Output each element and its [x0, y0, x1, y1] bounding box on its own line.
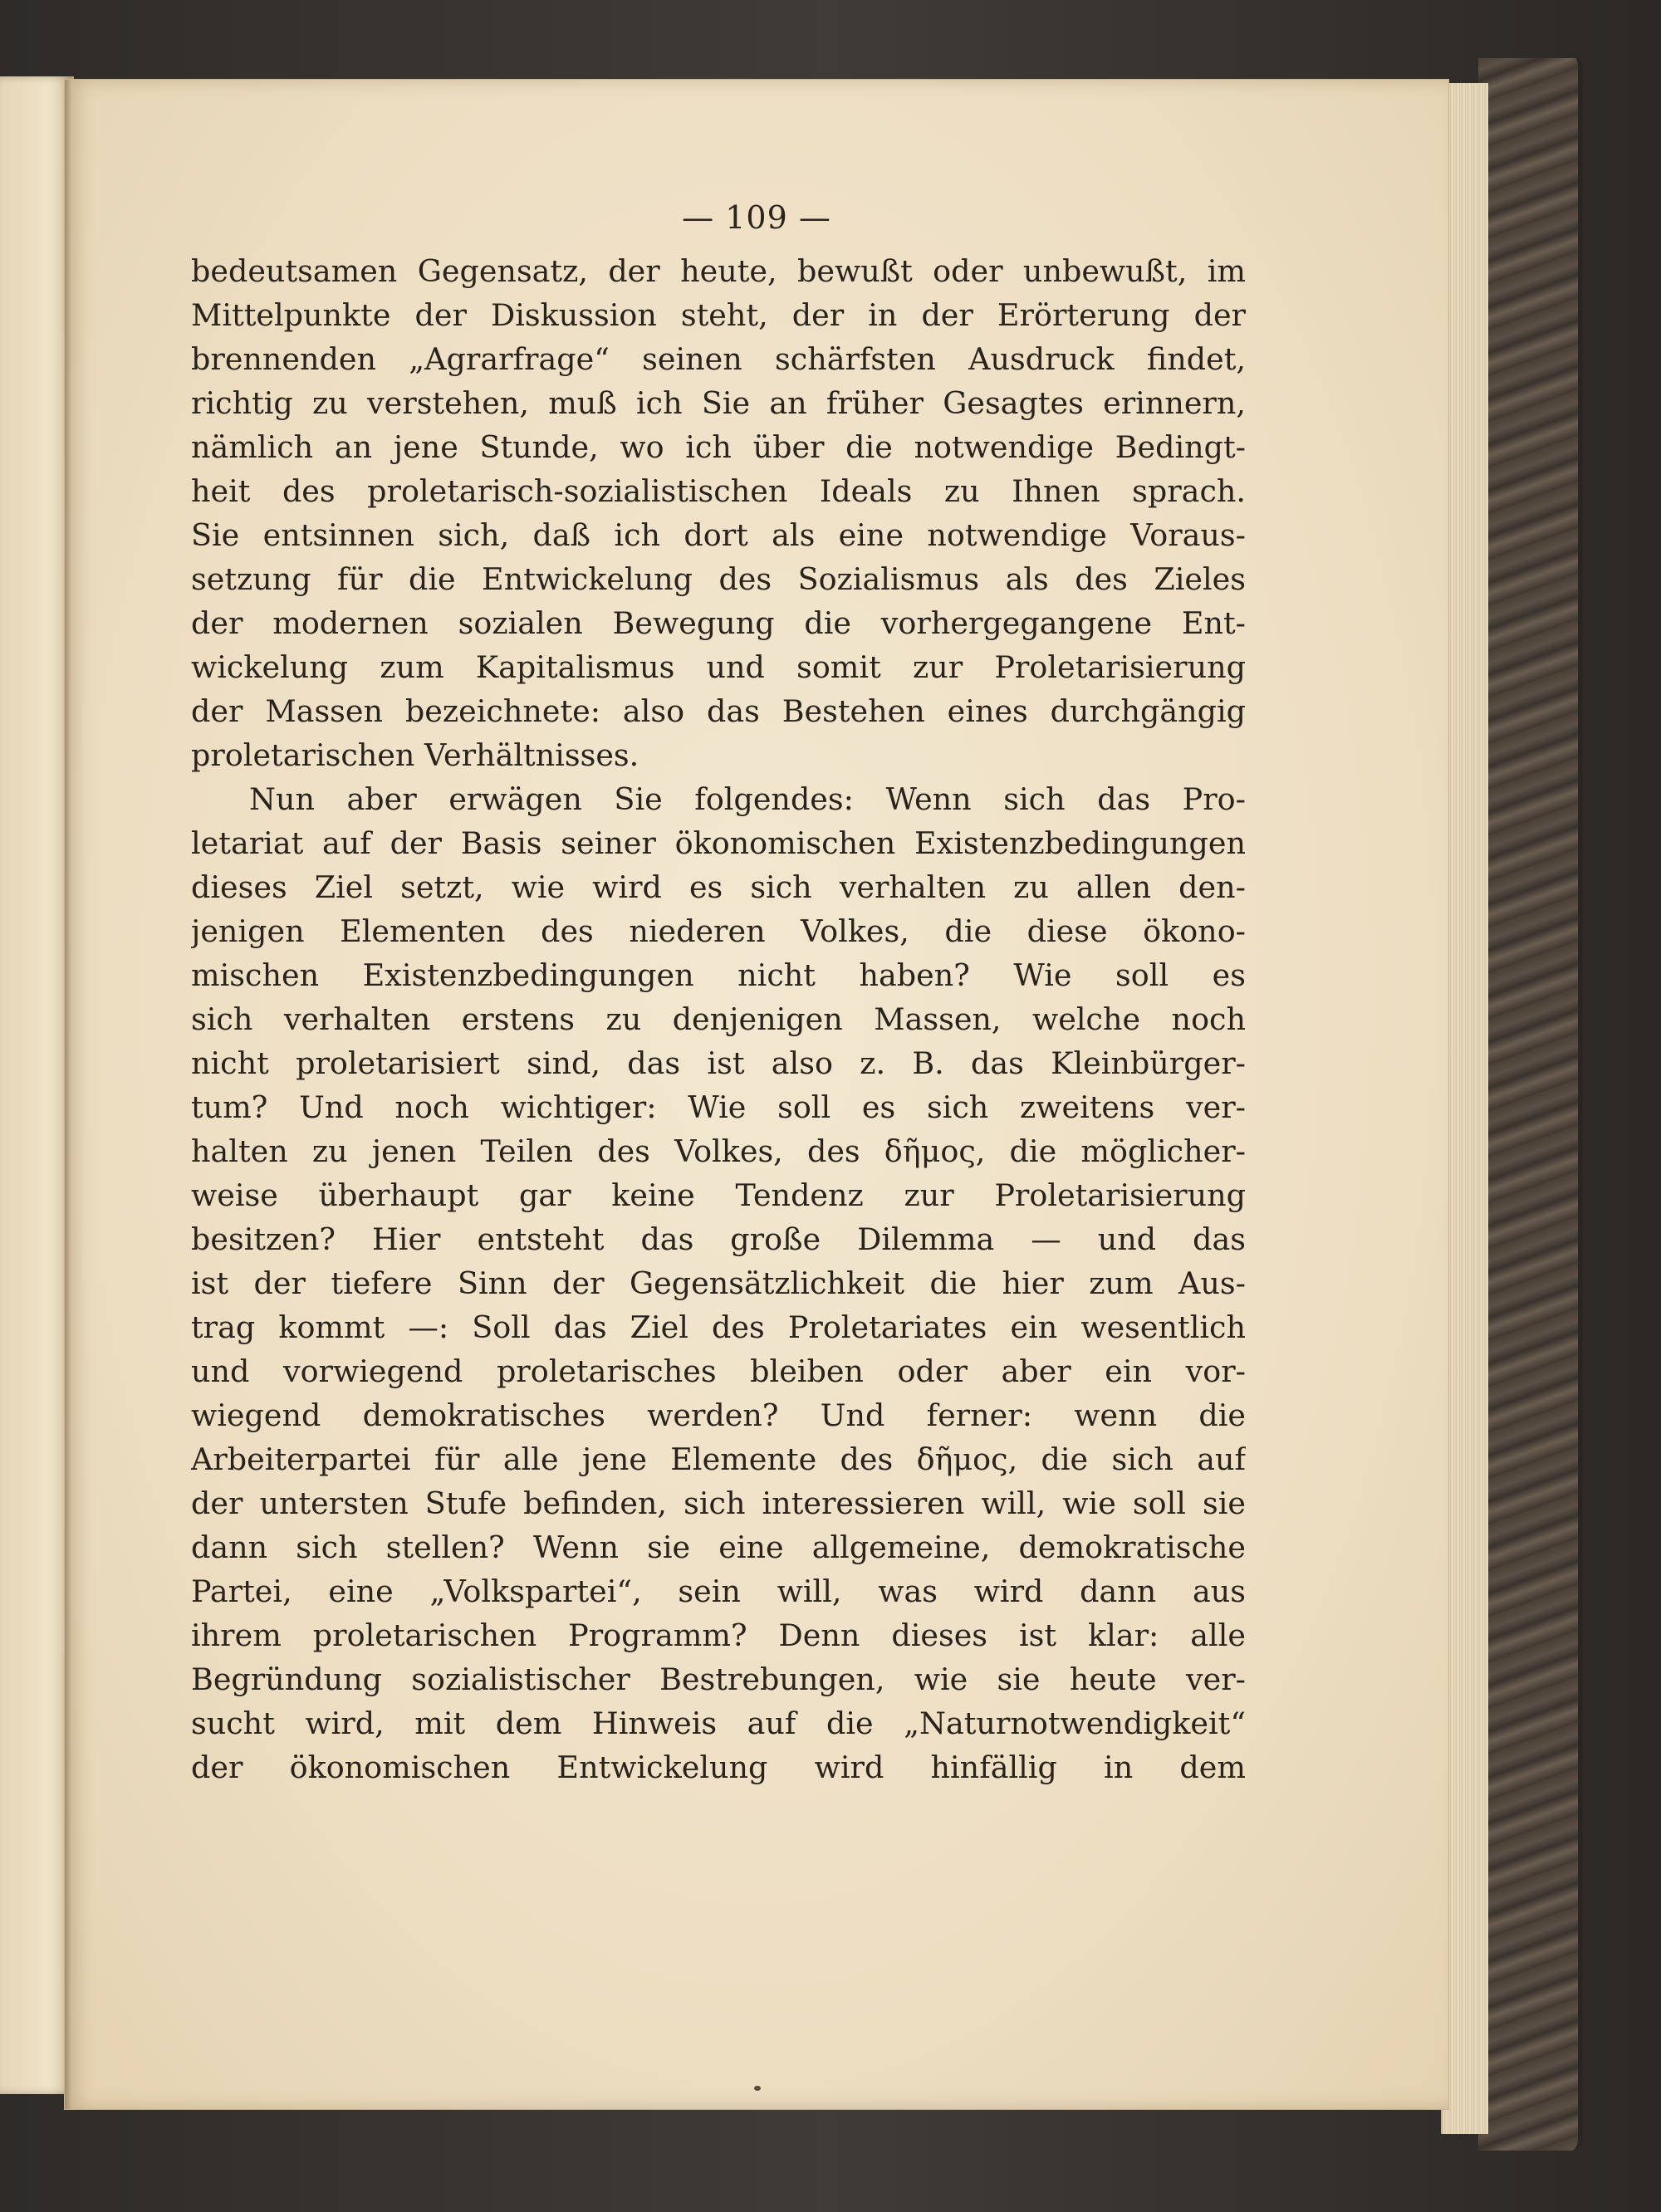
text-line: der ökonomischen Entwickelung wird hinfällig in dem	[191, 1750, 1246, 1785]
text-line: mischen Existenzbedingungen nicht haben? Wie soll es	[191, 957, 1246, 993]
text-line: bedeutsamen Gegensatz, der heute, bewußt oder unbewußt, im	[191, 253, 1246, 289]
page-number: — 109 —	[682, 199, 831, 236]
text-line: der modernen sozialen Bewegung die vorhergegangene Ent-	[191, 605, 1246, 641]
text-line: letariat auf der Basis seiner ökonomischen Existenzbedingungen	[191, 825, 1246, 861]
text-line: heit des proletarisch-sozialistischen Ideals zu Ihnen sprach.	[191, 473, 1246, 509]
text-line: besitzen? Hier entsteht das große Dilemma — und das	[191, 1221, 1246, 1257]
body-text	[191, 249, 1246, 1789]
text-line: Mittelpunkte der Diskussion steht, der in der Erörterung der	[191, 297, 1246, 333]
text-line: Sie entsinnen sich, daß ich dort als eine notwendige Voraus-	[191, 517, 1246, 553]
text-line: Begründung sozialistischer Bestrebungen, wie sie heute ver-	[191, 1661, 1246, 1697]
text-line: und vorwiegend proletarisches bleiben oder aber ein vor-	[191, 1353, 1246, 1389]
text-line: weise überhaupt gar keine Tendenz zur Proletarisierung	[191, 1177, 1246, 1213]
ink-speck	[754, 2086, 761, 2091]
text-line: Arbeiterpartei für alle jene Elemente des δῆμος, die sich auf	[191, 1441, 1246, 1477]
text-line: richtig zu verstehen, muß ich Sie an früher Gesagtes erinnern,	[191, 385, 1246, 421]
text-line: nicht proletarisiert sind, das ist also z. B. das Kleinbürger-	[191, 1045, 1246, 1081]
text-line: dann sich stellen? Wenn sie eine allgemeine, demokratische	[191, 1529, 1246, 1565]
text-line: der Massen bezeichnete: also das Bestehen eines durchgängig	[191, 693, 1246, 729]
text-line: trag kommt —: Soll das Ziel des Proletariates ein wesentlich	[191, 1309, 1246, 1345]
text-line: sich verhalten erstens zu denjenigen Massen, welche noch	[191, 1001, 1246, 1037]
text-line: wiegend demokratisches werden? Und ferner: wenn die	[191, 1397, 1246, 1433]
gutter-shadow	[65, 80, 71, 2109]
text-line: brennenden „Agrarfrage“ seinen schärfsten Ausdruck findet,	[191, 341, 1246, 377]
text-line: Nun aber erwägen Sie folgendes: Wenn sich das Pro-	[249, 781, 1246, 817]
text-line: halten zu jenen Teilen des Volkes, des δῆμος, die möglicher-	[191, 1133, 1246, 1169]
left-page-edge	[0, 76, 74, 2094]
text-line: ihrem proletarischen Programm? Denn dieses ist klar: alle	[191, 1617, 1246, 1653]
text-line: Partei, eine „Volkspartei“, sein will, was wird dann aus	[191, 1573, 1246, 1609]
text-line: ist der tiefere Sinn der Gegensätzlichkeit die hier zum Aus-	[191, 1265, 1246, 1301]
text-line: tum? Und noch wichtiger: Wie soll es sich zweitens ver-	[191, 1089, 1246, 1125]
text-line: sucht wird, mit dem Hinweis auf die „Naturnotwendigkeit“	[191, 1705, 1246, 1741]
text-line: dieses Ziel setzt, wie wird es sich verhalten zu allen den-	[191, 869, 1246, 905]
text-line: proletarischen Verhältnisses.	[191, 737, 639, 773]
text-line: wickelung zum Kapitalismus und somit zur Proletarisierung	[191, 649, 1246, 685]
book-cover	[1478, 58, 1583, 2151]
text-line: der untersten Stufe befinden, sich interessieren will, wie soll sie	[191, 1485, 1246, 1521]
text-line: jenigen Elementen des niederen Volkes, die diese ökono-	[191, 913, 1246, 949]
text-line: nämlich an jene Stunde, wo ich über die notwendige Bedingt-	[191, 429, 1246, 465]
text-line: setzung für die Entwickelung des Sozialismus als des Zieles	[191, 561, 1246, 597]
book-page	[65, 80, 1448, 2109]
